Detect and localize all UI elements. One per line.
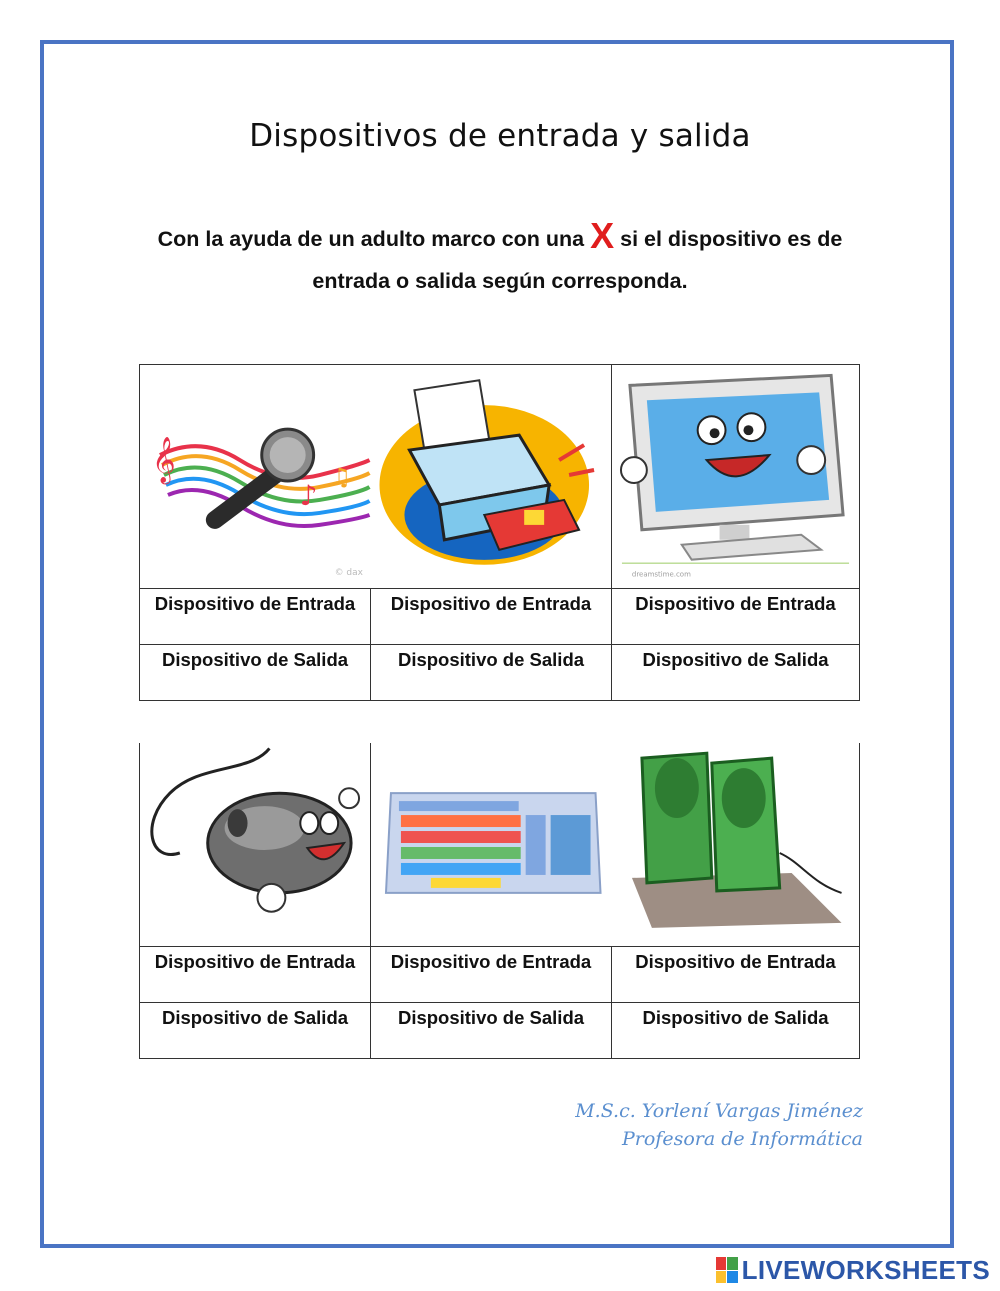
signature	[575, 1097, 863, 1153]
svg-text:© dax: © dax	[334, 567, 363, 578]
microphone-printer-image	[140, 365, 611, 588]
option-salida[interactable]: Dispositivo de Salida	[371, 1003, 612, 1059]
option-entrada[interactable]: Dispositivo de Entrada	[140, 947, 371, 1003]
option-salida[interactable]: Dispositivo de Salida	[371, 645, 612, 701]
speakers-image	[612, 743, 860, 946]
option-salida[interactable]: Dispositivo de Salida	[140, 645, 371, 701]
image-cell-keyboard	[371, 743, 612, 947]
liveworksheets-logo-icon	[716, 1257, 738, 1283]
image-cell-speakers	[612, 743, 860, 947]
mouse-icon	[152, 748, 359, 911]
device-table-2	[139, 743, 860, 1059]
instruction-text-line2: entrada o salida según corresponda.	[312, 269, 688, 293]
instructions	[120, 215, 880, 302]
signature-role: Profesora de Informática	[622, 1128, 863, 1150]
option-entrada[interactable]: Dispositivo de Entrada	[371, 947, 612, 1003]
brand-name: LIVEWORKSHEETS	[741, 1254, 990, 1285]
speakers-icon	[631, 753, 841, 928]
instruction-text-before: Con la ayuda de un adulto marco con una	[157, 227, 585, 251]
image-cell-monitor	[612, 365, 860, 589]
keyboard-image	[371, 743, 612, 946]
option-entrada[interactable]: Dispositivo de Entrada	[612, 589, 860, 645]
instruction-text-after: si el dispositivo es de	[620, 227, 843, 251]
device-table-1	[139, 364, 860, 701]
microphone-icon	[152, 429, 370, 578]
svg-text:dreamstime.com: dreamstime.com	[631, 570, 691, 579]
brand-footer	[716, 1253, 990, 1287]
printer-icon	[379, 380, 594, 565]
monitor-icon	[621, 375, 849, 578]
signature-name: M.S.c. Yorlení Vargas Jiménez	[575, 1100, 863, 1122]
option-salida[interactable]: Dispositivo de Salida	[612, 1003, 860, 1059]
option-entrada[interactable]: Dispositivo de Entrada	[612, 947, 860, 1003]
monitor-image	[612, 365, 859, 588]
option-salida[interactable]: Dispositivo de Salida	[612, 645, 860, 701]
option-salida[interactable]: Dispositivo de Salida	[140, 1003, 371, 1059]
page-title: Dispositivos de entrada y salida	[249, 118, 751, 154]
option-entrada[interactable]: Dispositivo de Entrada	[140, 589, 371, 645]
image-cell-mic-printer	[140, 365, 612, 589]
x-mark: X	[590, 215, 615, 256]
svg-text:𝄞: 𝄞	[151, 437, 176, 484]
keyboard-icon	[386, 793, 601, 893]
mouse-image	[140, 743, 370, 946]
option-entrada[interactable]: Dispositivo de Entrada	[371, 589, 612, 645]
svg-text:♪: ♪	[299, 478, 318, 512]
image-cell-mouse	[140, 743, 371, 947]
svg-text:♫: ♫	[329, 462, 352, 491]
